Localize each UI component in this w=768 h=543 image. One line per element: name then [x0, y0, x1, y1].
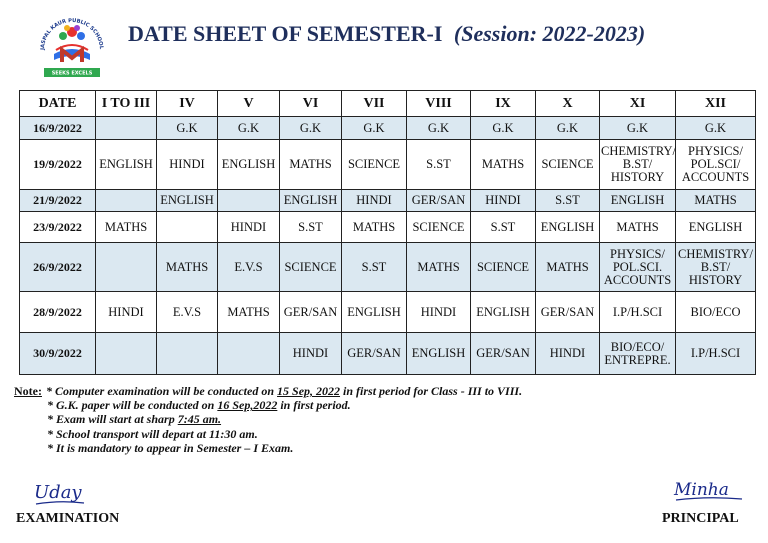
table-cell: HINDI [218, 212, 280, 243]
table-row [20, 212, 756, 243]
table-cell: G.K [600, 117, 676, 140]
table-cell: S.ST [536, 190, 600, 212]
table-cell: HINDI [536, 333, 600, 375]
table-cell: ENGLISH [96, 140, 157, 190]
exam-date: 23/9/2022 [20, 212, 96, 243]
table-cell: ENGLISH [157, 190, 218, 212]
exam-date: 21/9/2022 [20, 190, 96, 212]
table-cell: G.K [471, 117, 536, 140]
table-cell: ENGLISH [600, 190, 676, 212]
header-row [20, 91, 756, 117]
table-row [20, 333, 756, 375]
exam-date: 16/9/2022 [20, 117, 96, 140]
table-cell: ENGLISH [280, 190, 342, 212]
examination-label: EXAMINATION [16, 511, 120, 526]
table-cell: HINDI [157, 140, 218, 190]
table-row [20, 243, 756, 292]
column-header: VI [280, 91, 342, 117]
table-cell [96, 333, 157, 375]
table-cell [157, 333, 218, 375]
note-line: Note: * Computer examination will be conducted on 15 Sep, 2022 in first period for Class - III to VIII. [14, 384, 523, 398]
table-cell: BIO/ECO [676, 292, 756, 333]
table-cell: GER/SAN [407, 190, 471, 212]
table-cell: ENGLISH [536, 212, 600, 243]
table-cell: G.K [676, 117, 756, 140]
table-row [20, 117, 756, 140]
table-cell: S.ST [342, 243, 407, 292]
exam-date: 19/9/2022 [20, 140, 96, 190]
table-cell: MATHS [471, 140, 536, 190]
column-header: I TO III [96, 91, 157, 117]
exam-date: 26/9/2022 [20, 243, 96, 292]
notes-section [14, 384, 522, 455]
table-cell: HINDI [342, 190, 407, 212]
table-cell [218, 190, 280, 212]
table-cell: CHEMISTRY/ B.ST/ HISTORY [600, 140, 676, 190]
note-line: * It is mandatory to appear in Semester – I Exam. [47, 440, 294, 455]
column-header: VIII [407, 91, 471, 117]
table-cell: PHYSICS/ POL.SCI. ACCOUNTS [600, 243, 676, 292]
table-cell: HINDI [96, 292, 157, 333]
table-cell: ENGLISH [407, 333, 471, 375]
table-cell: SCIENCE [471, 243, 536, 292]
svg-text:Minha: Minha [674, 480, 729, 500]
table-cell: MATHS [218, 292, 280, 333]
column-header: DATE [20, 91, 96, 117]
date-sheet-table [19, 90, 756, 375]
title-text: DATE SHEET OF SEMESTER-I [128, 21, 443, 46]
column-header: X [536, 91, 600, 117]
table-cell: I.P/H.SCI [600, 292, 676, 333]
table-cell: GER/SAN [471, 333, 536, 375]
exam-date: 28/9/2022 [20, 292, 96, 333]
table-cell: ENGLISH [218, 140, 280, 190]
table-row [20, 190, 756, 212]
column-header: V [218, 91, 280, 117]
table-cell: BIO/ECO/ ENTREPRE. [600, 333, 676, 375]
principal-label: PRINCIPAL [662, 511, 739, 526]
table-cell [157, 212, 218, 243]
table-cell: G.K [342, 117, 407, 140]
table-cell: G.K [157, 117, 218, 140]
table-cell: SCIENCE [342, 140, 407, 190]
examination-signature [30, 478, 90, 508]
table-cell: MATHS [96, 212, 157, 243]
table-cell: GER/SAN [342, 333, 407, 375]
table-cell: G.K [407, 117, 471, 140]
table-cell: I.P/H.SCI [676, 333, 756, 375]
table-cell: SCIENCE [536, 140, 600, 190]
table-cell: MATHS [342, 212, 407, 243]
page-title [128, 21, 645, 47]
school-logo [36, 10, 108, 82]
table-cell: SCIENCE [407, 212, 471, 243]
table-cell: ENGLISH [471, 292, 536, 333]
column-header: XII [676, 91, 756, 117]
table-cell: ENGLISH [676, 212, 756, 243]
table-cell: MATHS [407, 243, 471, 292]
column-header: XI [600, 91, 676, 117]
table-cell: G.K [218, 117, 280, 140]
logo-school-name: JASPAL KAUR PUBLIC SCHOOL [39, 17, 105, 51]
table-cell: SCIENCE [280, 243, 342, 292]
table-cell: MATHS [157, 243, 218, 292]
table-cell: PHYSICS/ POL.SCI/ ACCOUNTS [676, 140, 756, 190]
column-header: IX [471, 91, 536, 117]
principal-signature [672, 476, 746, 506]
table-cell: HINDI [471, 190, 536, 212]
table-cell: GER/SAN [280, 292, 342, 333]
table-cell: MATHS [600, 212, 676, 243]
table-cell: CHEMISTRY/ B.ST/ HISTORY [676, 243, 756, 292]
table-cell: MATHS [676, 190, 756, 212]
table-cell: S.ST [471, 212, 536, 243]
note-label: Note: [14, 384, 42, 398]
table-cell: G.K [280, 117, 342, 140]
table-cell [96, 117, 157, 140]
table-cell: HINDI [280, 333, 342, 375]
table-cell [96, 190, 157, 212]
note-line: * School transport will depart at 11:30 am. [47, 426, 258, 441]
column-header: VII [342, 91, 407, 117]
exam-date: 30/9/2022 [20, 333, 96, 375]
table-cell: G.K [536, 117, 600, 140]
table-cell [96, 243, 157, 292]
table-cell: MATHS [280, 140, 342, 190]
note-line: * Exam will start at sharp 7:45 am. [47, 412, 222, 427]
svg-text:Uday: Uday [34, 482, 82, 503]
table-row [20, 292, 756, 333]
logo-motto: SEEKS EXCELS [51, 70, 93, 77]
table-cell: E.V.S [157, 292, 218, 333]
session-text: (Session: 2022-2023) [453, 21, 646, 46]
table-cell: ENGLISH [342, 292, 407, 333]
table-cell: E.V.S [218, 243, 280, 292]
note-line: * G.K. paper will be conducted on 16 Sep,2022 in first period. [47, 398, 351, 413]
table-row [20, 140, 756, 190]
table-cell: S.ST [407, 140, 471, 190]
table-cell: S.ST [280, 212, 342, 243]
table-cell: HINDI [407, 292, 471, 333]
table-cell [218, 333, 280, 375]
column-header: IV [157, 91, 218, 117]
table-cell: GER/SAN [536, 292, 600, 333]
table-cell: MATHS [536, 243, 600, 292]
